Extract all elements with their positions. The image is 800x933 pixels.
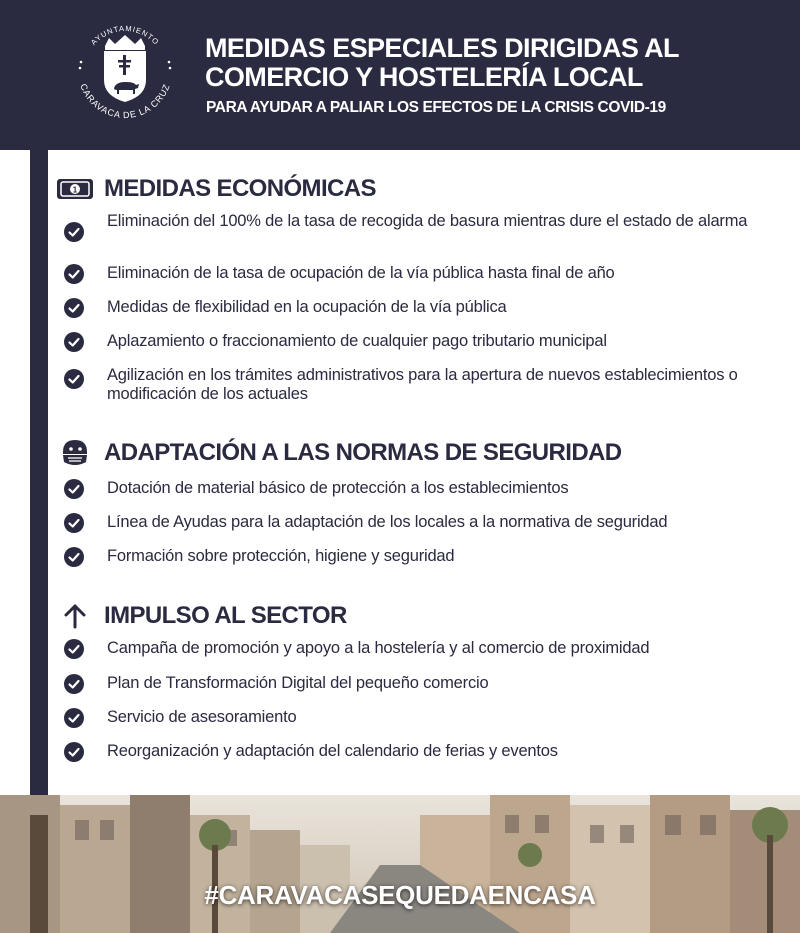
check-icon xyxy=(64,708,84,728)
logo-bottom-text: CARAVACA DE LA CRUZ xyxy=(78,82,172,121)
item-text: Formación sobre protección, higiene y seguridad xyxy=(107,547,455,565)
arrow-up-icon xyxy=(56,601,94,631)
check-icon xyxy=(64,547,84,567)
item-text: Línea de Ayudas para la adaptación de los locales a la normativa de seguridad xyxy=(107,513,668,531)
section-title: ADAPTACIÓN A LAS NORMAS DE SEGURIDAD xyxy=(104,439,622,466)
check-icon xyxy=(64,332,84,352)
item-text: Aplazamiento o fraccionamiento de cualquier pago tributario municipal xyxy=(107,332,607,350)
check-icon xyxy=(64,639,84,659)
item-text: Eliminación del 100% de la tasa de recogida de basura mientras dure el estado de alarma xyxy=(107,212,748,230)
check-icon xyxy=(64,513,84,533)
check-icon xyxy=(64,674,84,694)
check-icon xyxy=(64,222,84,242)
header-banner xyxy=(0,0,800,150)
item-text: Reorganización y adaptación del calendario de ferias y eventos xyxy=(107,742,558,760)
left-accent-bar xyxy=(30,150,48,795)
item-text: Plan de Transformación Digital del pequeño comercio xyxy=(107,674,489,692)
check-icon xyxy=(64,298,84,318)
section-safety-standards xyxy=(56,436,622,470)
item-text: Campaña de promoción y apoyo a la hostelería y al comercio de proximidad xyxy=(107,639,650,657)
section-economic-measures xyxy=(56,172,376,206)
measures-panel xyxy=(0,150,800,795)
item-text: Eliminación de la tasa de ocupación de la vía pública hasta final de año xyxy=(107,264,615,282)
section-sector-boost xyxy=(56,599,347,633)
street-photo xyxy=(0,795,800,933)
town-crest-logo xyxy=(72,18,178,124)
header-subtitle: PARA AYUDAR A PALIAR LOS EFECTOS DE LA CRISIS COVID-19 xyxy=(206,99,666,116)
check-icon xyxy=(64,742,84,762)
face-mask-icon xyxy=(56,438,94,468)
section-title: MEDIDAS ECONÓMICAS xyxy=(104,175,376,202)
logo-top-text: AYUNTAMIENTO xyxy=(88,23,161,47)
svg-text:1: 1 xyxy=(72,185,78,195)
check-icon xyxy=(64,369,84,389)
check-icon xyxy=(64,264,84,284)
header-title-line-2: COMERCIO Y HOSTELERÍA LOCAL xyxy=(205,62,643,92)
item-text: Medidas de flexibilidad en la ocupación de la vía pública xyxy=(107,298,507,316)
hashtag-caption: #CARAVACASEQUEDAENCASA xyxy=(204,880,596,910)
item-text: Agilización en los trámites administrativos para la apertura de nuevos establecimientos o modificación de los actuales xyxy=(107,366,738,403)
street-scene-illustration xyxy=(0,795,800,933)
money-icon xyxy=(56,174,94,204)
section-title: IMPULSO AL SECTOR xyxy=(104,602,347,629)
header-title-line-1: MEDIDAS ESPECIALES DIRIGIDAS AL xyxy=(205,33,679,63)
item-text: Dotación de material básico de protección a los establecimientos xyxy=(107,479,569,497)
check-icon xyxy=(64,479,84,499)
item-text: Servicio de asesoramiento xyxy=(107,708,297,726)
